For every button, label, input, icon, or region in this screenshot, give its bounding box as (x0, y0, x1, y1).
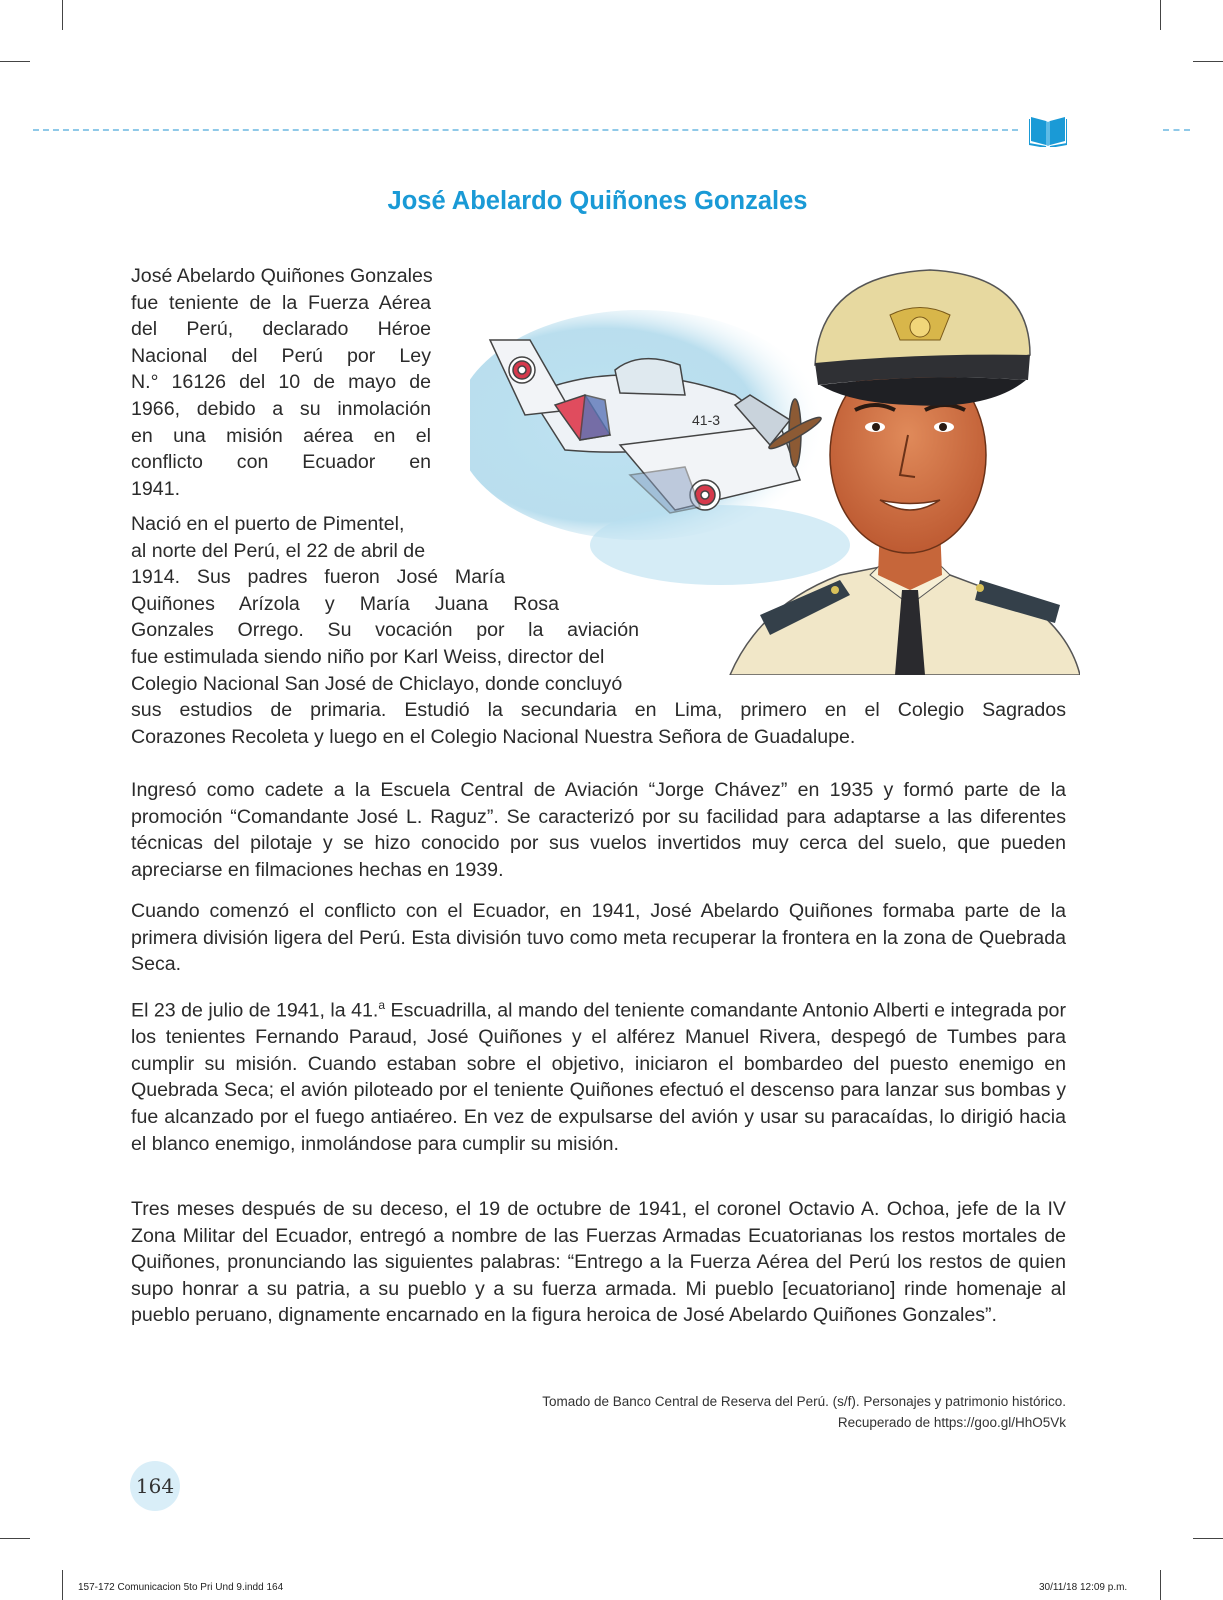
ordinal-superscript: a (378, 998, 386, 1012)
open-book-icon (1029, 113, 1067, 147)
crop-mark (62, 1570, 63, 1600)
source-citation (542, 1391, 1066, 1433)
mission-text-start: El 23 de julio de 1941, la 41. (131, 999, 379, 1022)
paragraph-birth (131, 511, 1066, 750)
text-line: sus estudios de primaria. Estudió la secundaria en Lima, primero en el Colegio Sagrados (131, 699, 1066, 722)
print-slug-file: 157-172 Comunicacion 5to Pri Und 9.indd 164 (78, 1582, 284, 1593)
crop-mark (1160, 0, 1161, 30)
paragraph-intro (131, 263, 431, 502)
paragraph-remains: Tres meses después de su deceso, el 19 de octubre de 1941, el coronel Octavio A. Ochoa, jefe de la IV Zona Militar del Ecuador, entregó a nombre de las Fuerzas Armadas Ecuatorianas los restos mortales de Quiñones, pronunciando las siguientes palabras: “Entrego a la Fuerza Aérea del Perú los restos de quien supo honrar a su patria, a su pueblo y a su fuerza armada. Mi pueblo [ecuatoriano] rinde homenaje al pueblo peruano, dignamente encarnado en la figura heroica de José Abelardo Quiñones Gonzales”. (131, 1198, 1066, 1327)
crop-mark (0, 1538, 30, 1539)
text-line: fue estimulada siendo niño por Karl Weiss, director del (131, 645, 605, 668)
text-line: Gonzales Orrego. Su vocación por la aviación (131, 619, 639, 642)
text-line: Quiñones Arízola y María Juana Rosa (131, 592, 559, 615)
crop-mark (1193, 1538, 1223, 1539)
crop-mark (0, 61, 30, 62)
text-line: al norte del Perú, el 22 de abril de (131, 539, 426, 562)
text-line: Colegio Nacional San José de Chiclayo, donde concluyó (131, 672, 623, 695)
crop-mark (1160, 1570, 1161, 1600)
header-dashed-rule-right (1163, 129, 1190, 131)
paragraph-mission (131, 992, 1066, 1157)
source-url: Recuperado de https://goo.gl/HhO5Vk (837, 1415, 1066, 1430)
text-line: fue teniente de la Fuerza Aérea (131, 291, 431, 314)
crop-mark (1193, 61, 1223, 62)
text-line: conflicto con Ecuador en (131, 451, 431, 474)
text-line: José Abelardo Quiñones Gonzales (131, 265, 433, 287)
text-line: N.° 16126 del 10 de mayo de (131, 371, 431, 394)
text-line: 1941. (131, 477, 181, 500)
text-line: 1914. Sus padres fueron José María (131, 566, 505, 589)
text-line: 1966, debido a su inmolación (131, 397, 431, 420)
text-line: Nació en el puerto de Pimentel, (131, 513, 405, 535)
paragraph-conflict: Cuando comenzó el conflicto con el Ecuador, en 1941, José Abelardo Quiñones formaba parte de la primera división ligera del Perú. Esta división tuvo como meta recuperar la frontera en la zona de Quebrada Seca. (131, 900, 1066, 976)
header-dashed-rule (33, 129, 1018, 131)
text-line: en una misión aérea en el (131, 424, 431, 447)
text-line: del Perú, declarado Héroe (131, 318, 431, 341)
text-line: Corazones Recoleta y luego en el Colegio Nacional Nuestra Señora de Guadalupe. (131, 725, 856, 748)
paragraph-cadet: Ingresó como cadete a la Escuela Central de Aviación “Jorge Chávez” en 1935 y formó parte de la promoción “Comandante José L. Raguz”. Se caracterizó por su facilidad para adaptarse a las diferentes técnicas del pilotaje y se hizo conocido por sus vuelos invertidos muy cerca del suelo, que pueden apreciarse en filmaciones hechas en 1939. (131, 779, 1066, 881)
source-line: Tomado de Banco Central de Reserva del Perú. (s/f). Personajes y patrimonio histórico. (542, 1394, 1066, 1409)
page-number: 164 (130, 1461, 180, 1511)
page-title: José Abelardo Quiñones Gonzales (387, 187, 808, 215)
print-slug-date: 30/11/18 12:09 p.m. (1039, 1582, 1128, 1593)
plane-marking: 41-3 (692, 412, 721, 428)
crop-mark (62, 0, 63, 30)
mission-text-rest: Escuadrilla, al mando del teniente comandante Antonio Alberti e integrada por los tenientes Fernando Paraud, José Quiñones y el alférez Manuel Rivera, despegó de Tumbes para cumplir su misión. Cuando estaban sobre el objetivo, iniciaron el bombardeo del puesto enemigo en Quebrada Seca; el avión piloteado por el teniente Quiñones efectuó el descenso para lanzar sus bombas y fue alcanzado por el fuego antiaéreo. En vez de expulsarse del avión y usar su paracaídas, lo dirigió hacia el blanco enemigo, inmolándose para cumplir su misión. (131, 999, 1066, 1155)
text-line: Nacional del Perú por Ley (131, 344, 431, 367)
